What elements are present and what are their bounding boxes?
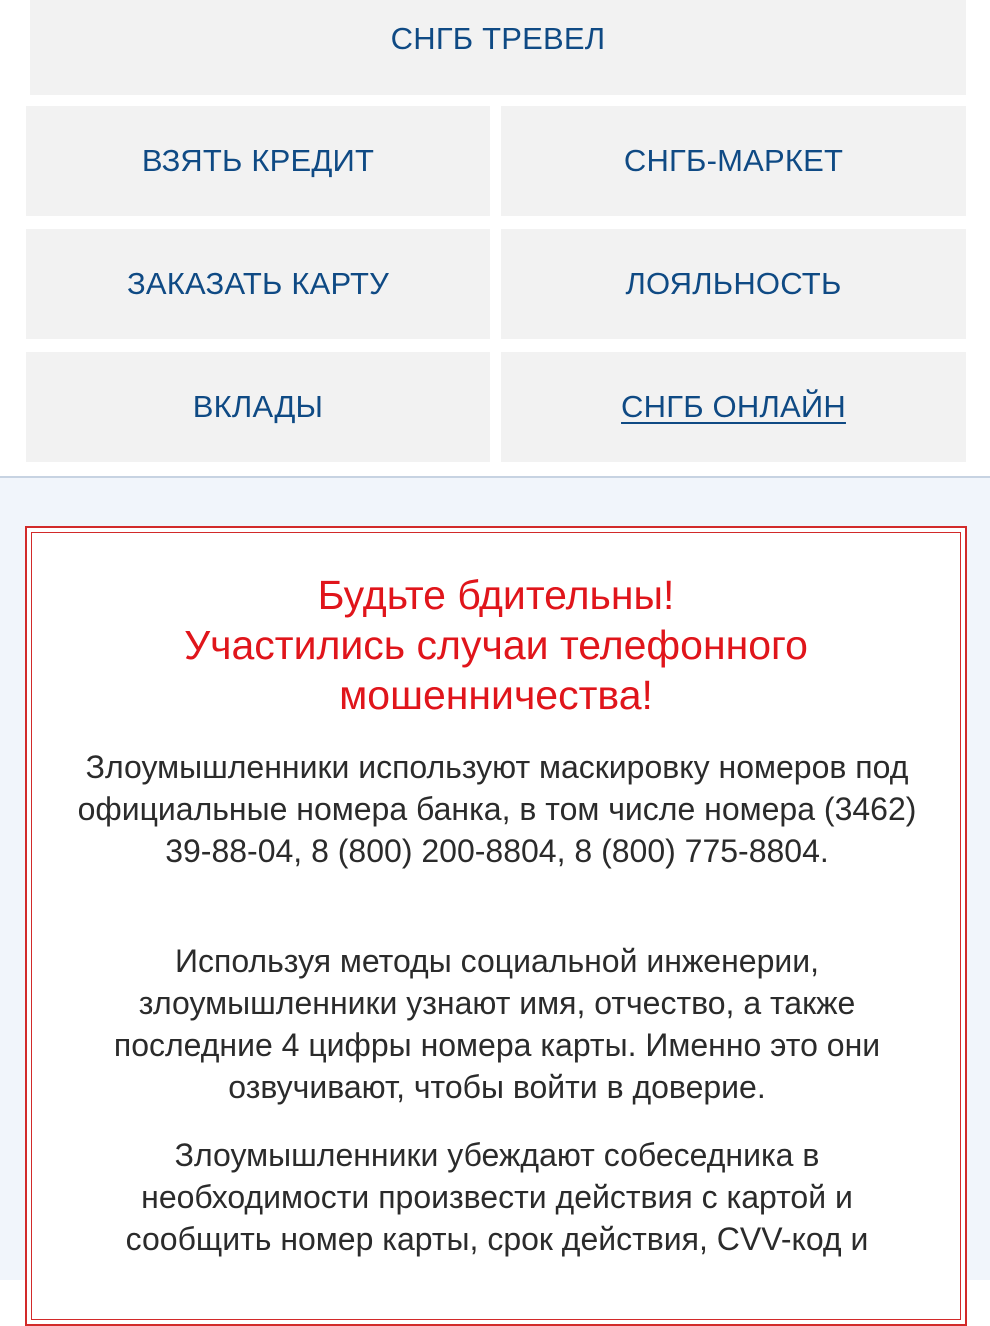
menu-tile-order-card[interactable] [26,229,490,339]
menu-tile-loyalty[interactable] [501,229,966,339]
fraud-warning-title [27,570,965,720]
menu-tile-label: СНГБ ТРЕВЕЛ [390,20,606,56]
menu-tile-take-credit[interactable] [26,106,490,216]
quick-links-menu [0,0,990,478]
menu-tile-sngb-market[interactable] [501,106,966,216]
warning-paragraph-social-engineering: Используя методы социальной инженерии, злоумышленники узнают имя, отчество, а также последние 4 цифры номера карты. Именно это они озвучивают, чтобы войти в доверие. [113,943,881,1105]
menu-tile-label: ВЗЯТЬ КРЕДИТ [141,143,375,178]
menu-tile-sngb-online-link[interactable] [501,352,966,462]
warning-title-line: мошенничества! [339,672,653,718]
warning-paragraph-card-details: Злоумышленники убеждают собеседника в необходимости произвести действия с картой и сообщить номер карты, срок действия, CVV-код и [125,1137,869,1257]
menu-tile-label: ВКЛАДЫ [192,389,324,424]
menu-tile-deposits[interactable] [26,352,490,462]
warning-title-line: Будьте бдительны! [317,572,675,618]
fraud-warning-box [25,526,967,1326]
warning-paragraph-number-spoofing: Злоумышленники используют маскировку номеров под официальные номера банка, в том числе номера (3462) 39-88-04, 8 (800) 200-8804, 8 (800) 775-8804. [77,749,917,869]
menu-tile-sngb-travel[interactable] [30,0,966,95]
menu-tile-label: ЛОЯЛЬНОСТЬ [625,266,842,301]
warning-title-line: Участились случаи телефонного [184,622,808,668]
menu-tile-label: ЗАКАЗАТЬ КАРТУ [126,266,390,301]
menu-tile-label: СНГБ-МАРКЕТ [623,143,844,178]
menu-tile-label[interactable]: СНГБ ОНЛАЙН [621,389,846,424]
